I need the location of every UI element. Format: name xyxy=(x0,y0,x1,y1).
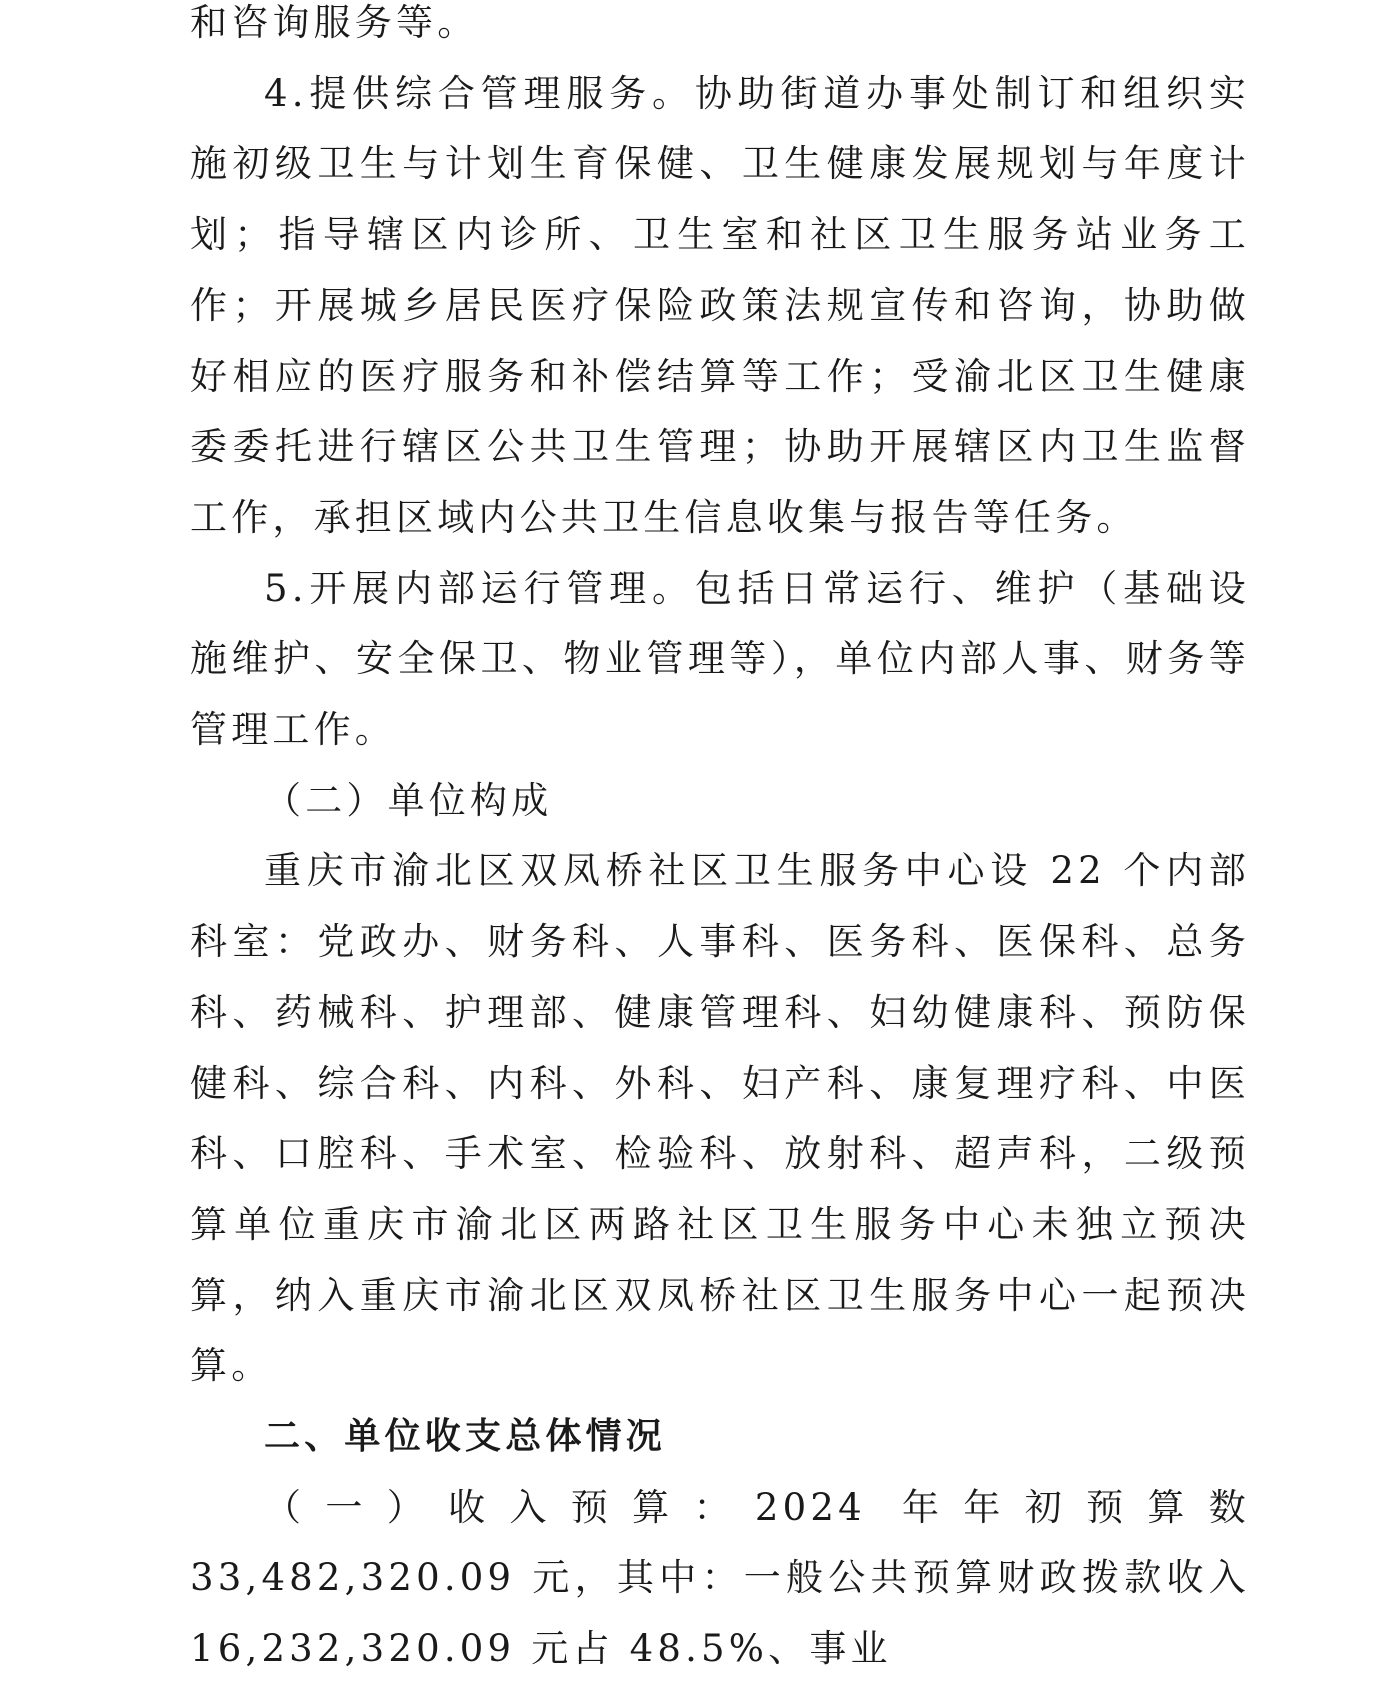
paragraph-unit-composition: 重庆市渝北区双凤桥社区卫生服务中心设 22 个内部科室：党政办、财务科、人事科、医务科、医保科、总务科、药械科、护理部、健康管理科、妇幼健康科、预防保健科、综合科、内科、外科、妇产科、康复理疗科、中医科、口腔科、手术室、检验科、放射科、超声科，二级预算单位重庆市渝北区两路社区卫生服务中心未独立预决算，纳入重庆市渝北区双凤桥社区卫生服务中心一起预决算。 xyxy=(190,849,1250,1388)
paragraph-income-budget: （一）收入预算：2024 年年初预算数 33,482,320.09 元，其中：一般公共预算财政拨款收入 16,232,320.09 元占 48.5%、事业 xyxy=(190,1485,1250,1671)
section-heading-unit-composition: （二）单位构成 xyxy=(264,778,553,822)
section-heading-income-expenditure: 二、单位收支总体情况 xyxy=(264,1416,667,1458)
paragraph-continuation: 和咨询服务等。 xyxy=(190,1,479,44)
paragraph-item-5: 5.开展内部运行管理。包括日常运行、维护（基础设施维护、安全保卫、物业管理等），单位内部人事、财务等管理工作。 xyxy=(190,566,1250,752)
paragraph-item-4: 4.提供综合管理服务。协助街道办事处制订和组织实施初级卫生与计划生育保健、卫生健康发展规划与年度计划；指导辖区内诊所、卫生室和社区卫生服务站业务工作；开展城乡居民医疗保险政策法规宣传和咨询，协助做好相应的医疗服务和补偿结算等工作；受渝北区卫生健康委委托进行辖区公共卫生管理；协助开展辖区内卫生监督工作，承担区域内公共卫生信息收集与报告等任务。 xyxy=(190,71,1250,539)
document-page xyxy=(190,0,1250,1685)
